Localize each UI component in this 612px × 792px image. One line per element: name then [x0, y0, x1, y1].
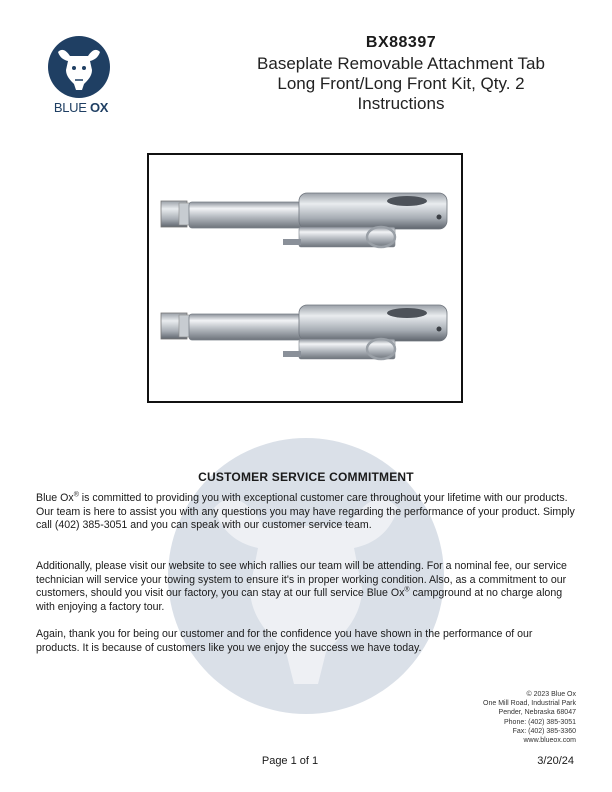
address-line-1: One Mill Road, Industrial Park — [483, 700, 576, 708]
contact-block — [483, 690, 576, 745]
product-photo — [147, 153, 463, 403]
pin-assembly-bottom — [161, 305, 447, 359]
copyright: © 2023 Blue Ox — [526, 691, 576, 698]
section-heading: CUSTOMER SERVICE COMMITMENT — [198, 470, 414, 484]
address-line-2: Pender, Nebraska 68047 — [498, 709, 576, 717]
pin-assembly-top — [161, 193, 447, 247]
bull-head-logo-icon — [48, 36, 110, 98]
part-number: BX88397 — [365, 34, 437, 51]
website-link[interactable]: www.blueox.com — [523, 737, 576, 745]
document-date: 3/20/24 — [537, 755, 574, 767]
title-block — [210, 34, 592, 114]
attachment-tab-pins-photo — [149, 155, 461, 401]
title-line-2: Long Front/Long Front Kit, Qty. 2 — [277, 74, 525, 93]
paragraph-3: Again, thank you for being our customer and for the confidence you have shown in the performance of our products. It is because of customers like you we enjoy the success we have today. — [36, 628, 533, 654]
title-line-3: Instructions — [357, 94, 445, 113]
brand-logo — [40, 36, 120, 120]
paragraph-1: Blue Ox® is committed to providing you with exceptional customer care throughout your lifetime with our products. Our team is here to assist you with any questions you may have regarding the performance of your product. Simply call (402) 385-3051 and you can speak with our customer service team. — [36, 491, 575, 532]
fax: Fax: (402) 385-3360 — [512, 727, 576, 735]
page-number: Page 1 of 1 — [261, 755, 319, 767]
brand-wordmark: BLUE OX — [53, 100, 109, 115]
phone: Phone: (402) 385-3051 — [504, 718, 576, 726]
paragraph-2: Additionally, please visit our website to see which rallies our team will be attending. For a nominal fee, our service technician will service your towing system to ensure it's in proper working condition. Also, as a commitment to our customers, should you visit our factory, you can stay at our full service Blue Ox® campground at no charge along with enjoying a factory tour. — [36, 560, 567, 613]
title-line-1: Baseplate Removable Attachment Tab — [257, 54, 545, 73]
